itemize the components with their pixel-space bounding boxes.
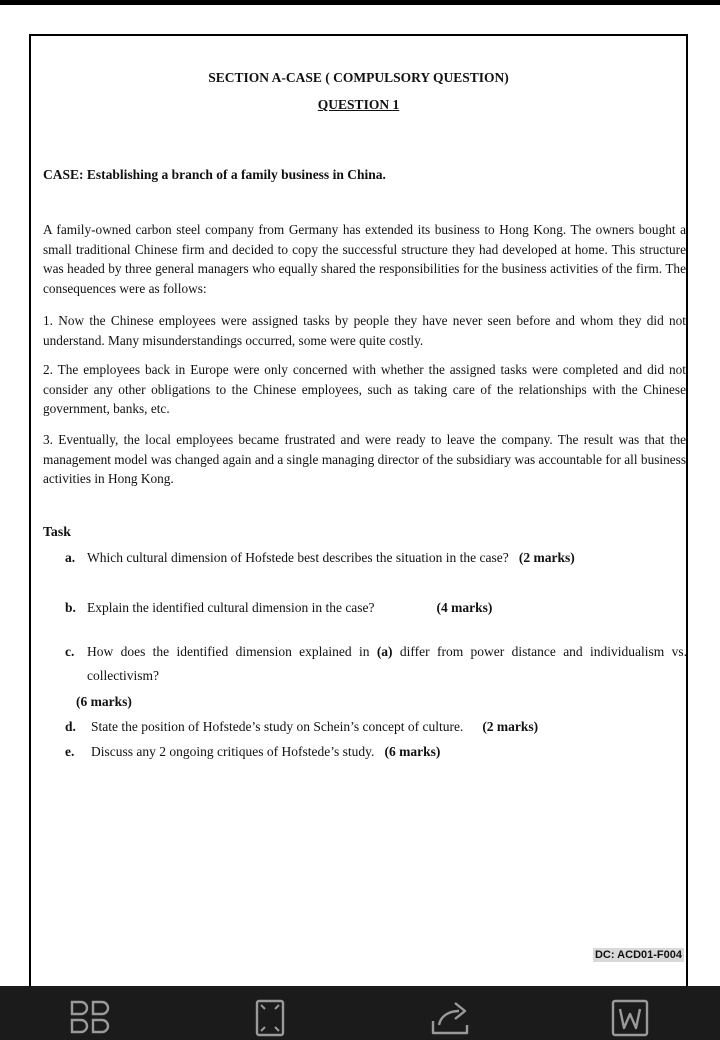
- task-text: State the position of Hofstede’s study on Schein’s concept of culture.: [91, 719, 464, 734]
- task-marks-c: (6 marks): [76, 694, 132, 709]
- task-letter: e.: [65, 744, 75, 759]
- task-letter: b.: [65, 600, 76, 615]
- word-icon: [609, 997, 651, 1039]
- task-marks: (4 marks): [436, 600, 493, 615]
- bottom-toolbar: [0, 986, 720, 1040]
- task-letter: d.: [65, 719, 76, 734]
- task-marks: (2 marks): [482, 719, 539, 734]
- task-marks: (6 marks): [384, 744, 441, 759]
- share-icon: [428, 997, 472, 1039]
- section-title: SECTION A-CASE ( COMPULSORY QUESTION): [208, 70, 509, 85]
- document-page[interactable]: [29, 34, 688, 994]
- task-text-ref: (a): [376, 644, 393, 659]
- task-item-c: [65, 640, 687, 688]
- task-item-d: [65, 715, 685, 739]
- task-letter: c.: [65, 644, 75, 659]
- question-title: QUESTION 1: [317, 97, 400, 112]
- open-in-word-button[interactable]: [608, 996, 652, 1040]
- task-text-post: differ from power distance and individualism vs. collectivism?: [87, 644, 687, 683]
- task-heading: Task: [43, 524, 71, 539]
- fullscreen-button[interactable]: [248, 996, 292, 1040]
- case-paragraph-2: 2. The employees back in Europe were only concerned with whether the assigned tasks were completed and did not consider any other obligations to the Chinese employees, such as taking care of the relationships with the Chinese government, banks, etc.: [43, 362, 686, 416]
- task-letter: a.: [65, 550, 76, 565]
- document-code: DC: ACD01-F004: [594, 949, 682, 961]
- task-text: Explain the identified cultural dimension in the case?: [87, 600, 375, 615]
- task-marks: (2 marks): [518, 550, 575, 565]
- task-text: Discuss any 2 ongoing critiques of Hofstede’s study.: [91, 744, 375, 759]
- task-item-a: [65, 546, 685, 570]
- status-strip: [0, 0, 720, 5]
- grid-view-button[interactable]: [68, 996, 112, 1040]
- task-item-b: [65, 596, 685, 620]
- share-button[interactable]: [428, 996, 472, 1040]
- task-text: Which cultural dimension of Hofstede best describes the situation in the case?: [87, 550, 509, 565]
- task-item-e: [65, 740, 685, 764]
- task-text-block: [87, 640, 687, 688]
- fullscreen-icon: [250, 997, 290, 1039]
- case-title: CASE: Establishing a branch of a family business in China.: [43, 167, 386, 182]
- case-paragraph-intro: A family-owned carbon steel company from Germany has extended its business to Hong Kong. The owners bought a small traditional Chinese firm and decided to copy the successful structure they had developed at home. This structure was headed by three general managers who equally shared the responsibilities for the business activities of the firm. The consequences were as follows:: [43, 222, 686, 296]
- grid-icon: [69, 998, 111, 1038]
- case-paragraph-1: 1. Now the Chinese employees were assigned tasks by people they have never seen before and whom they did not understand. Many misunderstandings occurred, some were quite costly.: [43, 313, 686, 348]
- task-text-pre: How does the identified dimension explained in: [87, 644, 377, 659]
- case-paragraph-3: 3. Eventually, the local employees became frustrated and were ready to leave the company. The result was that the management model was changed again and a single managing director of the subsidiary was accountable for all business activities in Hong Kong.: [43, 432, 686, 486]
